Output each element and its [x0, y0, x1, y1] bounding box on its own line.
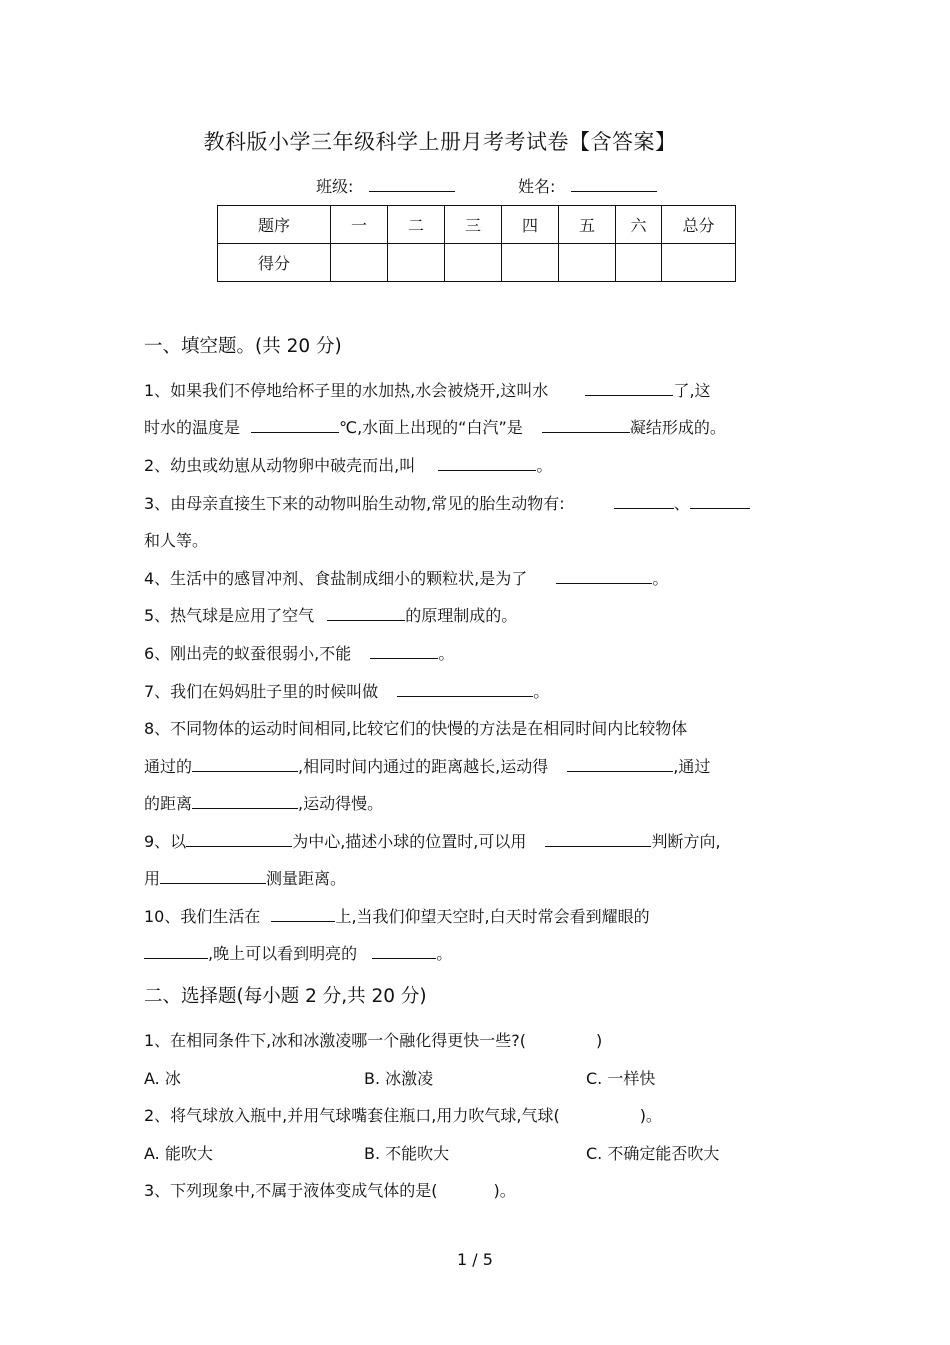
choice-option-a[interactable]: A. 能吹大 — [144, 1144, 213, 1163]
question-text: 1、在相同条件下,冰和冰激凌哪一个融化得更快一些?( — [144, 1031, 527, 1050]
table-cell: 一 — [331, 206, 388, 244]
answer-blank[interactable] — [542, 418, 630, 433]
choice-option-b[interactable]: B. 冰激凌 — [364, 1069, 434, 1088]
answer-blank[interactable] — [144, 944, 208, 959]
score-table — [217, 205, 736, 282]
choice-option-b[interactable]: B. 不能吹大 — [364, 1144, 450, 1163]
question-6 — [144, 641, 454, 664]
table-cell: 题序 — [218, 206, 331, 244]
question-text: 时水的温度是 — [144, 418, 241, 437]
answer-blank[interactable] — [397, 682, 533, 697]
answer-blank[interactable] — [370, 644, 438, 659]
question-text: 。 — [436, 944, 453, 963]
answer-blank[interactable] — [271, 907, 335, 922]
score-input-cell[interactable] — [502, 244, 559, 282]
question-text: 的原理制成的。 — [405, 606, 518, 625]
page-title: 教科版小学三年级科学上册月考考试卷【含答案】 — [203, 130, 677, 154]
question-text: 凝结形成的。 — [629, 418, 726, 437]
name-field — [518, 174, 657, 197]
question-text: 。 — [536, 456, 553, 475]
question-text: ,晚上可以看到明亮的 — [208, 944, 358, 963]
score-input-cell[interactable] — [559, 244, 616, 282]
question-text: 4、生活中的感冒冲剂、食盐制成细小的颗粒状,是为了 — [144, 569, 528, 588]
class-label: 班级: — [316, 177, 354, 196]
answer-blank[interactable] — [160, 869, 266, 884]
answer-blank[interactable] — [438, 456, 536, 471]
answer-blank[interactable] — [614, 494, 674, 509]
question-text: ℃,水面上出现的“白汽”是 — [339, 418, 523, 437]
question-10-line-1 — [144, 904, 650, 927]
question-1-line-1 — [144, 378, 711, 401]
score-input-cell[interactable] — [662, 244, 736, 282]
answer-blank[interactable] — [585, 381, 673, 396]
answer-blank[interactable] — [186, 832, 292, 847]
table-cell: 六 — [616, 206, 662, 244]
name-blank[interactable] — [571, 177, 657, 192]
question-4 — [144, 566, 668, 589]
choice-question-1 — [144, 1028, 602, 1051]
question-text: 判断方向, — [651, 832, 721, 851]
score-table-header-row — [218, 206, 736, 244]
score-input-cell[interactable] — [445, 244, 502, 282]
table-cell: 三 — [445, 206, 502, 244]
answer-blank[interactable] — [690, 494, 750, 509]
choice-question-2 — [144, 1103, 662, 1126]
score-input-cell[interactable] — [616, 244, 662, 282]
question-9-line-2 — [144, 866, 346, 889]
score-input-cell[interactable] — [388, 244, 445, 282]
table-cell: 总分 — [662, 206, 736, 244]
score-table-score-row — [218, 244, 736, 282]
choice-option-c[interactable]: C. 不确定能否吹大 — [586, 1144, 720, 1163]
name-label: 姓名: — [518, 177, 556, 196]
question-8-line-2 — [144, 754, 710, 777]
question-text: ,相同时间内通过的距离越长,运动得 — [298, 757, 549, 776]
question-text: )。 — [493, 1181, 516, 1200]
answer-blank[interactable] — [556, 569, 652, 584]
question-text: 3、下列现象中,不属于液体变成气体的是( — [144, 1181, 438, 1200]
question-5 — [144, 603, 517, 626]
question-text: 。 — [438, 644, 455, 663]
question-text: 。 — [652, 569, 669, 588]
answer-blank[interactable] — [545, 832, 651, 847]
question-text: 通过的 — [144, 757, 193, 776]
question-text: 2、将气球放入瓶中,并用气球嘴套住瓶口,用力吹气球,气球( — [144, 1106, 560, 1125]
question-text: 3、由母亲直接生下来的动物叫胎生动物,常见的胎生动物有: — [144, 494, 565, 513]
table-cell: 五 — [559, 206, 616, 244]
table-cell: 得分 — [218, 244, 331, 282]
question-text: 1、如果我们不停地给杯子里的水加热,水会被烧开,这叫水 — [144, 381, 549, 400]
question-text: )。 — [639, 1106, 662, 1125]
table-cell: 二 — [388, 206, 445, 244]
answer-blank[interactable] — [327, 606, 405, 621]
question-text: 7、我们在妈妈肚子里的时候叫做 — [144, 682, 379, 701]
question-text: 6、刚出壳的蚁蚕很弱小,不能 — [144, 644, 352, 663]
answer-blank[interactable] — [251, 418, 339, 433]
question-8-line-1: 8、不同物体的运动时间相同,比较它们的快慢的方法是在相同时间内比较物体 — [144, 719, 688, 738]
question-text: 的距离 — [144, 794, 193, 813]
question-text: 测量距离。 — [266, 869, 347, 888]
section2-heading: 二、选择题(每小题 2 分,共 20 分) — [144, 986, 427, 1007]
question-1-line-2 — [144, 415, 726, 438]
question-text: 5、热气球是应用了空气 — [144, 606, 315, 625]
question-7 — [144, 679, 549, 702]
choice-option-a[interactable]: A. 冰 — [144, 1069, 181, 1088]
question-text: 10、我们生活在 — [144, 907, 261, 926]
question-text: 。 — [533, 682, 550, 701]
question-text: 用 — [144, 869, 161, 888]
question-text: ,通过 — [673, 757, 711, 776]
page-number: 1 / 5 — [457, 1250, 493, 1269]
section1-heading: 一、填空题。(共 20 分) — [144, 336, 342, 357]
class-field — [316, 174, 455, 197]
answer-blank[interactable] — [192, 757, 298, 772]
question-text: 上,当我们仰望天空时,白天时常会看到耀眼的 — [335, 907, 650, 926]
question-text: 2、幼虫或幼崽从动物卵中破壳而出,叫 — [144, 456, 416, 475]
question-3-line-1 — [144, 491, 750, 514]
question-text: 、 — [673, 494, 690, 513]
question-2 — [144, 453, 552, 476]
class-blank[interactable] — [369, 177, 455, 192]
answer-blank[interactable] — [192, 794, 298, 809]
question-text: ,运动得慢。 — [298, 794, 384, 813]
choice-question-3 — [144, 1178, 516, 1201]
question-text: 为中心,描述小球的位置时,可以用 — [292, 832, 527, 851]
choice-option-c[interactable]: C. 一样快 — [586, 1069, 656, 1088]
question-8-line-3 — [144, 791, 383, 814]
question-text: 9、以 — [144, 832, 187, 851]
question-text: 了,这 — [673, 381, 711, 400]
table-cell: 四 — [502, 206, 559, 244]
answer-blank[interactable] — [372, 944, 436, 959]
score-input-cell[interactable] — [331, 244, 388, 282]
question-text: ) — [596, 1031, 603, 1050]
question-3-line-2: 和人等。 — [144, 531, 209, 550]
question-10-line-2 — [144, 941, 452, 964]
answer-blank[interactable] — [567, 757, 673, 772]
question-9-line-1 — [144, 829, 721, 852]
